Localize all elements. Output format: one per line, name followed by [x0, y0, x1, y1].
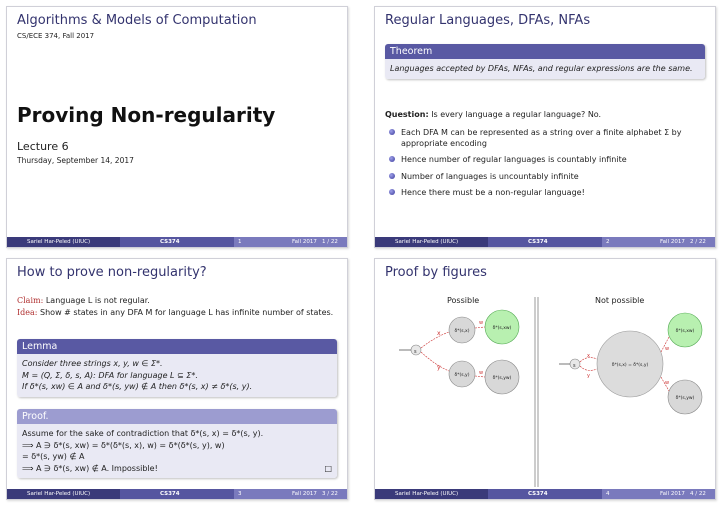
- node-label: δ*(s,yw): [492, 376, 512, 381]
- lecture-date: Thursday, September 14, 2017: [17, 156, 134, 165]
- list-item: Hence number of regular languages is countably infinite: [389, 154, 705, 165]
- edge-w: [475, 327, 485, 328]
- label-w: w: [479, 320, 484, 326]
- footer-page: 3: [238, 491, 242, 497]
- label-s: s: [414, 349, 417, 355]
- list-item: Hence there must be a non-regular language!: [389, 187, 705, 198]
- possible-diagram: [399, 310, 519, 394]
- footer-term: Fall 2017: [292, 239, 317, 245]
- slide-2[interactable]: [374, 6, 716, 248]
- slide-3[interactable]: [6, 258, 348, 500]
- proof-block: [17, 409, 337, 478]
- lemma-body: [17, 354, 337, 397]
- list-item: Number of languages is uncountably infinite: [389, 171, 705, 182]
- idea-label: Idea:: [17, 307, 38, 317]
- footer-author: Sariel Har-Peled (UIUC): [395, 491, 459, 497]
- proof-figure: [375, 297, 715, 487]
- slide-title: Regular Languages, DFAs, NFAs: [385, 13, 591, 28]
- footer-page: 4: [606, 491, 610, 497]
- bullet-icon: [389, 129, 395, 135]
- course-label: CS/ECE 374, Fall 2017: [17, 32, 95, 40]
- label-w: w: [479, 370, 484, 376]
- proof-line: ⟹ A ∋ δ*(s, xw) = δ*(δ*(s, x), w) = δ*(δ*(s, y), w): [22, 440, 225, 450]
- lemma-line: If δ*(s, xw) ∈ A and δ*(s, yw) ∉ A then δ*(s, x) ≠ δ*(s, y).: [22, 382, 253, 392]
- slide-title: How to prove non-regularity?: [17, 265, 207, 280]
- label-w: w: [665, 380, 670, 386]
- node-label: δ*(s,y): [454, 373, 470, 378]
- theorem-body: Languages accepted by DFAs, NFAs, and regular expressions are the same.: [385, 59, 705, 79]
- proof-line: = δ*(s, yw) ∉ A: [22, 452, 85, 462]
- lecture-number: Lecture 6: [17, 140, 69, 153]
- bullet-icon: [389, 173, 395, 179]
- list-item: Each DFA M can be represented as a string over a finite alphabet Σ by appropriate encoding: [389, 127, 705, 149]
- slide-title: Proof by figures: [385, 265, 487, 280]
- column-possible: Possible: [447, 296, 480, 305]
- question-label: Question:: [385, 110, 429, 119]
- lemma-block: [17, 339, 337, 397]
- footer-term: Fall 2017: [292, 491, 317, 497]
- label-x: x: [587, 353, 590, 359]
- node-label: δ*(s,yw): [675, 396, 695, 401]
- footer-count: 1 / 22: [322, 239, 338, 245]
- slide-4[interactable]: [374, 258, 716, 500]
- slide-footer: [7, 237, 347, 247]
- footer-term: Fall 2017: [660, 491, 685, 497]
- question-line: [385, 110, 601, 119]
- footer-author: Sariel Har-Peled (UIUC): [395, 239, 459, 245]
- node-label: δ*(s,xw): [492, 326, 512, 331]
- lemma-line: Consider three strings x, y, w ∈ Σ*.: [22, 359, 163, 368]
- idea-text: Show # states in any DFA M for language L has infinite number of states.: [40, 307, 334, 317]
- node-label: δ*(s,x): [454, 329, 470, 334]
- footer-course: CS374: [160, 239, 180, 245]
- lemma-line: M = (Q, Σ, δ, s, A): DFA for language L ⊆ Σ*.: [22, 370, 198, 380]
- label-s: s: [573, 363, 576, 369]
- lemma-heading: Lemma: [17, 339, 337, 354]
- column-not-possible: Not possible: [595, 296, 645, 305]
- proof-heading: Proof.: [17, 409, 337, 424]
- footer-course: CS374: [528, 239, 548, 245]
- footer-page: 1: [238, 239, 242, 245]
- footer-count: 2 / 22: [690, 239, 706, 245]
- footer-author: Sariel Har-Peled (UIUC): [27, 491, 91, 497]
- claim-label: Claim:: [17, 296, 44, 305]
- footer-course: CS374: [160, 491, 180, 497]
- edge-y: [421, 352, 449, 371]
- node-label: δ*(s,xw): [675, 329, 695, 334]
- label-y: y: [587, 373, 590, 379]
- edge-w: [475, 376, 485, 377]
- footer-author: Sariel Har-Peled (UIUC): [27, 239, 91, 245]
- proof-body: [17, 424, 337, 478]
- footer-course: CS374: [528, 491, 548, 497]
- question-text: Is every language a regular language? No.: [431, 110, 602, 119]
- bullet-icon: [389, 189, 395, 195]
- lecture-heading: Proving Non-regularity: [17, 103, 276, 127]
- slide-title: Algorithms & Models of Computation: [17, 13, 257, 28]
- node-label: δ*(s,x) = δ*(s,y): [611, 363, 649, 368]
- theorem-block: [385, 44, 705, 79]
- footer-count: 3 / 22: [322, 491, 338, 497]
- claim-text: Language L is not regular.: [45, 296, 150, 305]
- edge-y: [580, 366, 597, 370]
- bullet-icon: [389, 156, 395, 162]
- bullet-list: [389, 127, 705, 203]
- footer-count: 4 / 22: [690, 491, 706, 497]
- label-y: y: [437, 364, 441, 371]
- footer-page: 2: [606, 239, 610, 245]
- not-possible-diagram: [559, 313, 702, 414]
- proof-line: Assume for the sake of contradiction that δ*(s, x) = δ*(s, y).: [22, 429, 264, 438]
- qed-icon: □: [324, 463, 332, 473]
- slide-footer: [375, 237, 715, 247]
- slide-footer: [7, 489, 347, 499]
- slide-footer: [375, 489, 715, 499]
- footer-term: Fall 2017: [660, 239, 685, 245]
- theorem-heading: Theorem: [385, 44, 705, 59]
- slide-1[interactable]: [6, 6, 348, 248]
- label-x: x: [437, 330, 441, 337]
- proof-line: ⟹ A ∋ δ*(s, xw) ∉ A. Impossible!: [22, 463, 158, 473]
- edge-x: [421, 332, 449, 348]
- claim-idea: [17, 295, 337, 318]
- label-w: w: [665, 346, 670, 352]
